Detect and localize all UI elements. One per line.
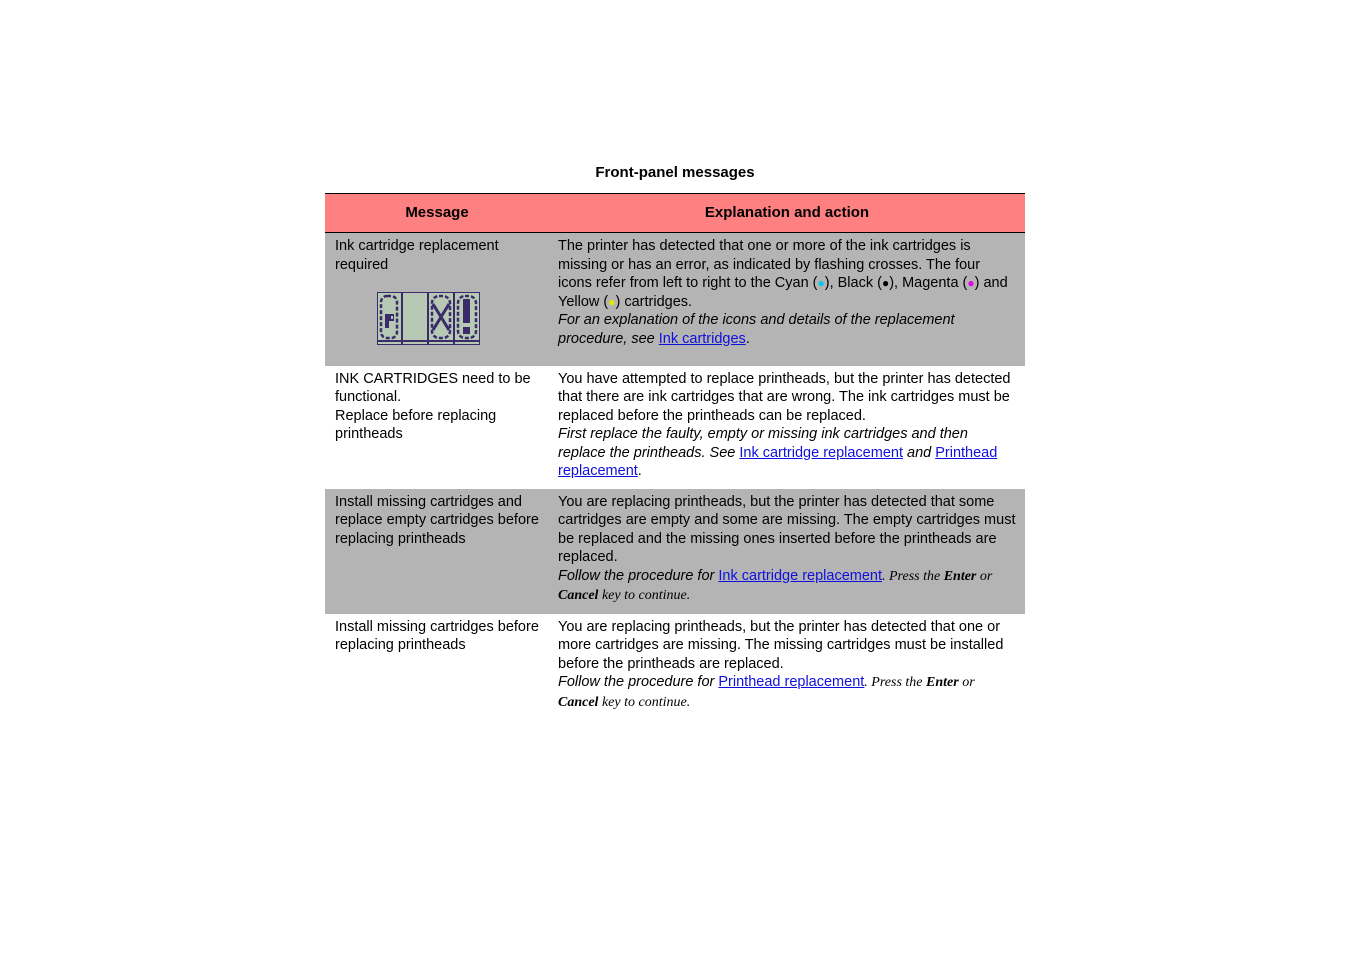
message-cell [325, 366, 549, 489]
explanation-text: ), Magenta ( [889, 275, 968, 291]
message-cell [325, 489, 549, 614]
link-printhead-replacement[interactable]: Printhead replacement [558, 444, 998, 479]
enter-key-label: Enter [943, 568, 977, 584]
table-row [325, 614, 1025, 721]
action-text: Follow the procedure for [558, 674, 719, 690]
message-text: Replace before replacing printheads [335, 407, 497, 442]
black-dot-icon: ● [881, 276, 890, 290]
punctuation: . [637, 463, 642, 479]
table-row [325, 366, 1025, 489]
message-text: Ink cartridge replacement required [335, 238, 499, 273]
action-text: First replace the faulty, empty or missing ink cartridges and then replace the printheads. See [558, 426, 968, 461]
magenta-dot-icon: ● [967, 276, 975, 290]
ink-cartridge-status-icons [377, 292, 480, 346]
explanation-cell [549, 233, 1025, 366]
action-text: . Press the Enter or Cancel key to continue. [558, 675, 975, 710]
table-title: Front-panel messages [595, 164, 755, 181]
table-row [325, 233, 1025, 366]
explanation-text: ) cartridges. [615, 293, 693, 310]
table-header-row [325, 194, 1025, 233]
message-cell [325, 614, 549, 721]
explanation-text: You are replacing printheads, but the printer has detected that one or more cartridges are missing. The missing cartridges must be installed before the printheads are replaced. [558, 618, 1004, 672]
cancel-key-label: Cancel [558, 588, 599, 603]
message-cell [325, 233, 549, 366]
explanation-text: ) and Yellow ( [558, 275, 1008, 310]
cancel-key-label: Cancel [558, 694, 599, 710]
message-text: Install missing cartridges and replace empty cartridges before replacing printheads [335, 493, 539, 547]
yellow-dot-icon: ● [608, 294, 616, 309]
table-row [325, 489, 1025, 614]
enter-key-label: Enter [926, 675, 959, 690]
explanation-text: You are replacing printheads, but the printer has detected that some cartridges are empty and some are missing. The empty cartridges must be replaced and the missing ones inserted before the printheads are replaced. [558, 493, 1016, 565]
action-text: and [902, 444, 936, 461]
link-ink-cartridges[interactable]: Ink cartridges [658, 330, 746, 347]
action-text: . Press the Enter or Cancel key to continue. [558, 568, 993, 603]
punctuation: . [745, 330, 750, 347]
header-message: Message [325, 194, 549, 233]
message-text: INK CARTRIDGES need to be functional. [335, 370, 531, 405]
header-explanation: Explanation and action [549, 194, 1025, 233]
link-ink-cartridge-replacement[interactable]: Ink cartridge replacement [739, 444, 903, 461]
explanation-cell [549, 614, 1025, 721]
explanation-text: ), Black ( [824, 275, 882, 291]
explanation-text: You have attempted to replace printheads, but the printer has detected that there are ink cartridges that are wrong. The ink cartridges must be replaced before the printheads can be replaced. [558, 370, 1011, 424]
explanation-cell [549, 489, 1025, 614]
explanation-text: The printer has detected that one or more of the ink cartridges is missing or has an error, as indicated by flashing crosses. The four icons refer from left to right to the Cyan ( [558, 238, 981, 291]
cyan-dot-icon: ● [817, 276, 825, 290]
front-panel-messages-table [325, 193, 1025, 720]
action-text: Follow the procedure for [558, 567, 719, 584]
link-printhead-replacement[interactable]: Printhead replacement [718, 674, 865, 690]
action-text: For an explanation of the icons and details of the replacement procedure, see [558, 312, 955, 347]
message-text: Install missing cartridges before replacing printheads [335, 618, 539, 653]
link-ink-cartridge-replacement[interactable]: Ink cartridge replacement [718, 567, 882, 584]
explanation-cell [549, 366, 1025, 489]
